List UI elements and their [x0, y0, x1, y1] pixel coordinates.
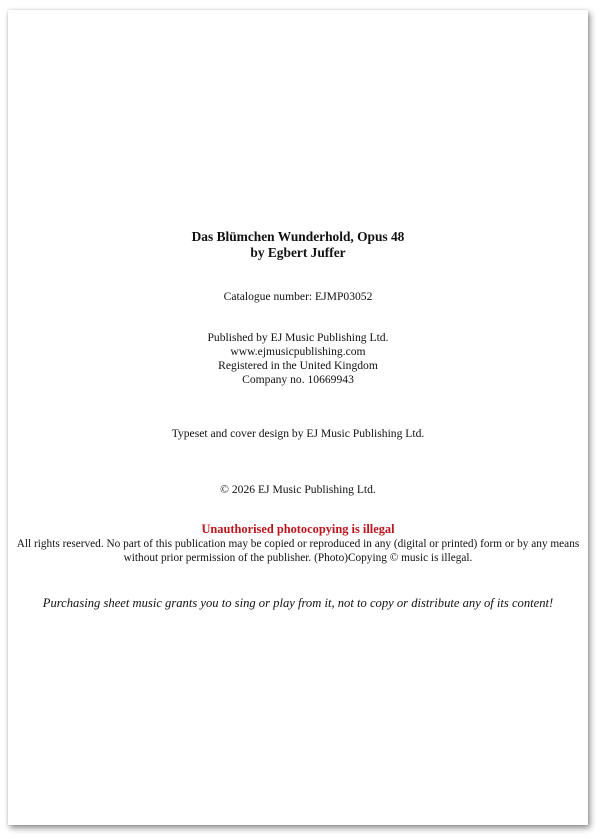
work-title: Das Blümchen Wunderhold, Opus 48: [191, 229, 405, 244]
composer-line: by Egbert Juffer: [250, 245, 346, 260]
catalogue-number: Catalogue number: EJMP03052: [223, 290, 373, 303]
typeset-credit: Typeset and cover design by EJ Music Publishing Ltd.: [171, 427, 425, 440]
publisher-name: Published by EJ Music Publishing Ltd.: [207, 331, 389, 344]
publisher-company-number: Company no. 10669943: [242, 373, 354, 386]
title-block: [8, 229, 588, 261]
rights-reserved-text: All rights reserved. No part of this publication may be copied or reproduced in any (digital or printed) form or by any means without prior permission of the publisher. (Photo)Copying © music is illegal.: [16, 538, 580, 564]
publisher-registration: Registered in the United Kingdom: [218, 359, 378, 372]
copyright-line: © 2026 EJ Music Publishing Ltd.: [220, 483, 376, 496]
document-page: [8, 10, 588, 825]
photocopy-warning-heading: Unauthorised photocopying is illegal: [201, 522, 395, 536]
publisher-website: www.ejmusicpublishing.com: [230, 345, 366, 358]
publisher-block: [8, 331, 588, 387]
purchase-notice: Purchasing sheet music grants you to sing or play from it, not to copy or distribute any of its content!: [42, 596, 554, 610]
